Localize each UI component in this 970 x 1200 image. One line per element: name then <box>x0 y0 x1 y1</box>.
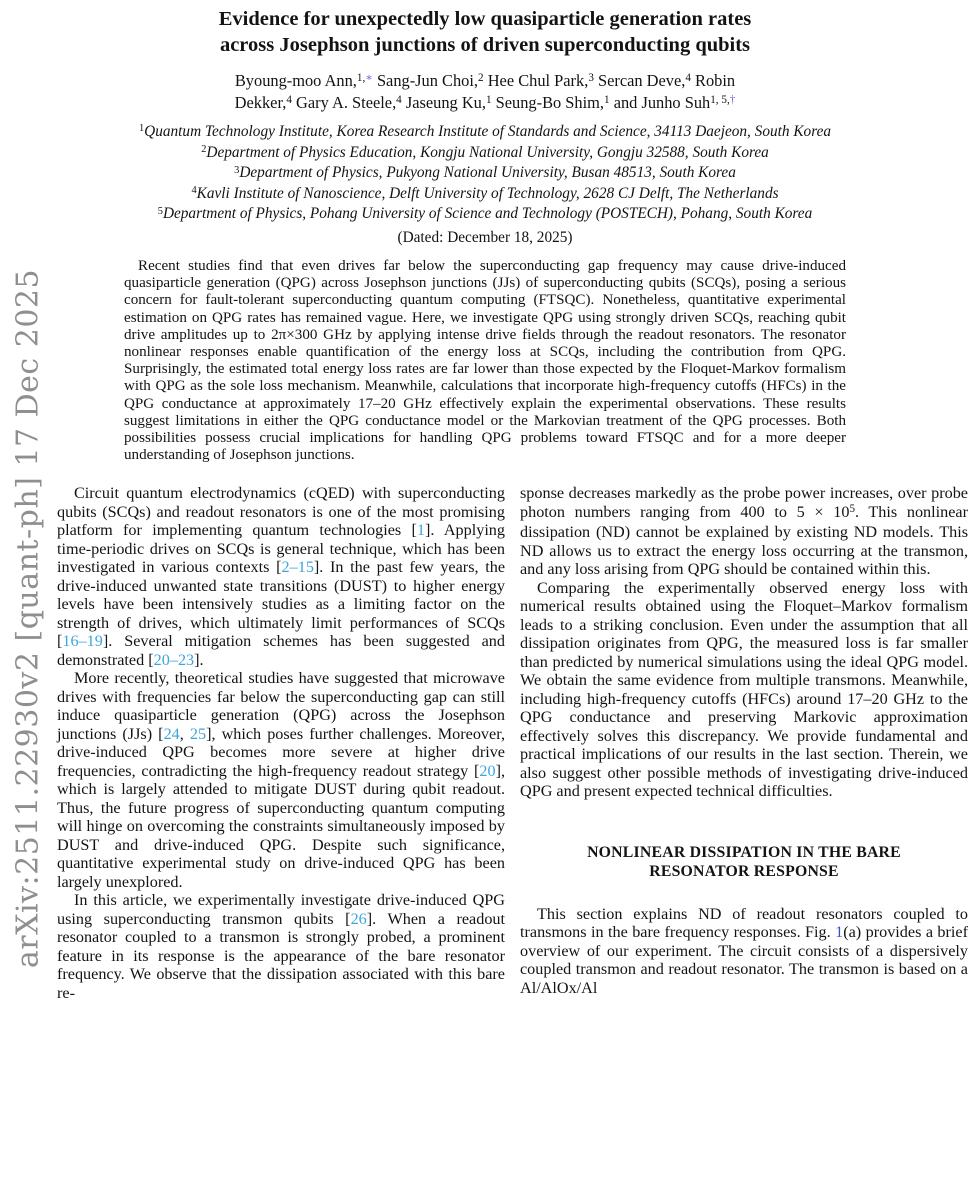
text-run: This section explains ND of readout resonators coupled to transmons in the bare frequency responses. Fig. <box>520 904 968 942</box>
paragraph <box>57 669 505 891</box>
text-run: Sercan Deve, <box>593 71 686 90</box>
author-list <box>0 71 970 115</box>
arxiv-watermark: arXiv:2511.22930v2 [quant-ph] 17 Dec 2025 <box>10 268 46 969</box>
text-run: Department of Physics, Pohang University of Science and Technology (POSTECH), Pohang, South Korea <box>162 205 813 223</box>
paragraph <box>57 891 505 1002</box>
paper-title <box>0 0 970 58</box>
text-run: ], which poses further challenges. Moreover, drive-induced QPG becomes more severe at higher drive frequencies, contradicting the high-frequency readout strategy [ <box>57 724 505 780</box>
text-run: Quantum Technology Institute, Korea Research Institute of Standards and Science, 34113 Daejeon, South Korea <box>144 123 832 140</box>
text-run: 2 <box>201 143 207 155</box>
text-run: Kavli Institute of Nanoscience, Delft University of Technology, 2628 CJ Delft, The Netherlands <box>196 184 779 202</box>
text-run: (a) provides a brief overview of our experiment. The circuit consists of a dispersively coupled transmon and readout resonator. The transmon is based on a Al/AlOx/Al <box>520 923 968 997</box>
text-run: sponse decreases markedly as the probe power increases, over probe photon numbers ranging from 400 to 5 × 10 <box>520 484 968 521</box>
text-run: . This nonlinear dissipation (ND) cannot be explained by existing ND models. This ND allows us to extract the energy loss occurring at the transmon, and any loss arising from QPG should be contained within this. <box>520 502 968 579</box>
text-run: More recently, theoretical studies have suggested that microwave drives with frequencies far below the superconducting gap can still induce quasiparticle generation (QPG) across the Josephson junctions (JJs) [ <box>57 669 505 743</box>
text-run: 4 <box>396 93 402 106</box>
author-line <box>0 93 970 115</box>
footnote-marker[interactable]: † <box>729 93 736 106</box>
paragraph <box>520 579 968 801</box>
left-column <box>57 484 505 1002</box>
text-run: Comparing the experimentally observed energy loss with numerical results obtained using the Floquet–Markov formalism leads to a striking conclusion. Even under the assumption that all dissipation originates from QPG, the measured loss is far smaller than predicted by numerical simulations using the ideal QPG model. We obtain the same evidence from multiple transmons. Meanwhile, including high-frequency cutoffs (HFCs) around 17–20 GHz to the QPG conductance and preserving Markovic approximation effectively solves this discrepancy. We provide fundamental and practical implications of our results in the last section. Therein, we also suggest other possible methods of investigating drive-induced QPG and present expected technical difficulties. <box>520 578 968 801</box>
paper-header <box>0 0 970 247</box>
text-run: 1 <box>604 93 610 106</box>
text-run: 4 <box>685 71 691 84</box>
text-run: Department of Physics, Pukyong National University, Busan 48513, South Korea <box>239 164 736 182</box>
citation-link[interactable]: 1 <box>416 521 425 540</box>
text-run: In this article, we experimentally investigate drive-induced QPG using superconducting transmon qubits [ <box>57 891 505 928</box>
affiliation-line <box>0 123 970 144</box>
text-run: ]. <box>194 650 204 669</box>
text-run: 5 <box>849 502 855 515</box>
text-run: 4 <box>286 93 292 106</box>
section-heading: NONLINEAR DISSIPATION IN THE BARE RESONATOR RESPONSE <box>587 843 901 881</box>
text-run: ], which is largely attended to mitigate DUST during qubit readout. Thus, the future progress of superconducting quantum computing will hinge on overcoming the constraints simultaneously imposed by DUST and drive-induced QPG. Despite such significance, quantitative experimental study on drive-induced QPG has been largely unexplored. <box>57 761 505 891</box>
citation-link[interactable]: 20–23 <box>153 650 195 669</box>
title-line: across Josephson junctions of driven superconducting qubits <box>219 33 751 56</box>
text-run: 2 <box>478 71 484 84</box>
text-run: Circuit quantum electrodynamics (cQED) with superconducting qubits (SCQs) and readout resonators is one of the most promising platform for implementing quantum technologies [ <box>57 484 505 540</box>
text-run: and Junho Suh <box>609 93 711 112</box>
text-run: 4 <box>191 185 197 197</box>
title-line: Evidence for unexpectedly low quasiparticle generation rates <box>218 8 752 30</box>
citation-link[interactable]: 16–19 <box>62 632 103 651</box>
text-run: Jaseung Ku, <box>401 93 486 112</box>
text-run: 1, <box>356 71 366 84</box>
text-run: Department of Physics Education, Kongju National University, Gongju 32588, South Korea <box>206 143 769 161</box>
author-line <box>0 71 970 93</box>
text-run: , <box>179 724 190 743</box>
abstract: Recent studies find that even drives far below the superconducting gap frequency may cause drive-induced quasiparticle generation (QPG) across Josephson junctions (JJs) of superconducting qubits (SCQs), posing a serious concern for fault-tolerant superconducting quantum computing (FTSQC). Nonetheless, quantitative experimental estimation on QPG rates has remained vague. Here, we investigate QPG using strongly driven SCQs, reaching qubit drive amplitudes up to 2π×300 GHz by applying intense drive fields through the readout resonators. The resonator nonlinear responses enable quantification of the energy loss at SCQs, including the contribution from QPG. Surprisingly, the estimated total energy loss rates are far lower than those expected by the Floquet-Markov formalism with QPG as the sole loss mechanism. Meanwhile, calculations that incorporate high-frequency cutoffs (HFCs) in the QPG conductance at approximately 17–20 GHz effectively explain the experimental observations. These results suggest limitations in either the QPG conductance model or the Markovian treatment of the QPG processes. Both possibilities possess crucial implications for handling QPG problems toward FTSQC and for a more deeper understanding of Josephson junctions. <box>124 257 846 464</box>
text-run: Robin <box>690 71 736 90</box>
text-run: Hee Chul Park, <box>483 71 589 90</box>
affiliation-line <box>0 205 970 226</box>
text-run: 5 <box>157 205 163 217</box>
text-run: 1 <box>485 93 492 106</box>
citation-link[interactable]: 25 <box>189 724 207 743</box>
text-run: Dekker, <box>234 93 287 112</box>
citation-link[interactable]: 20 <box>479 761 496 780</box>
text-run: 1 <box>138 123 145 135</box>
affiliation-line <box>0 185 970 206</box>
text-run: ]. Several mitigation schemes has been suggested and demonstrated [ <box>57 632 505 669</box>
citation-link[interactable]: 26 <box>350 909 367 928</box>
citation-link[interactable]: 24 <box>163 724 180 743</box>
text-run: 3 <box>234 164 240 176</box>
text-run: 1, 5, <box>710 93 730 106</box>
affiliation-list <box>0 123 970 226</box>
text-run: Seung-Bo Shim, <box>491 93 605 112</box>
text-run: 3 <box>588 71 594 84</box>
text-run: Sang-Jun Choi, <box>372 71 479 90</box>
affiliation-line <box>0 164 970 185</box>
paragraph <box>520 905 968 998</box>
affiliation-line <box>0 144 970 165</box>
text-run: ]. In the past few years, the drive-induced unwanted state transitions (DUST) to higher energy levels have been intensively studies as a limiting factor on the strength of drives, which ultimately limit performances of SCQs [ <box>57 558 505 651</box>
paragraph <box>520 484 968 579</box>
dated-line: (Dated: December 18, 2025) <box>397 228 573 246</box>
citation-link[interactable]: 2–15 <box>281 558 314 577</box>
paragraph <box>57 484 505 669</box>
text-run: ]. When a readout resonator coupled to a transmon is strongly probed, a prominent feature in its response is the appearance of the bare resonator frequency. We observe that the dissipation associated with this bare re- <box>57 909 505 1002</box>
text-run: ]. Applying time-periodic drives on SCQs is general technique, which has been investigated in various contexts [ <box>57 521 505 577</box>
figure-link[interactable]: 1 <box>835 923 844 942</box>
right-column <box>520 484 968 1002</box>
text-run: Byoung-moo Ann, <box>234 71 357 90</box>
body-columns <box>0 484 970 1002</box>
footnote-marker[interactable]: ∗ <box>365 71 373 84</box>
text-run: Gary A. Steele, <box>291 93 397 112</box>
